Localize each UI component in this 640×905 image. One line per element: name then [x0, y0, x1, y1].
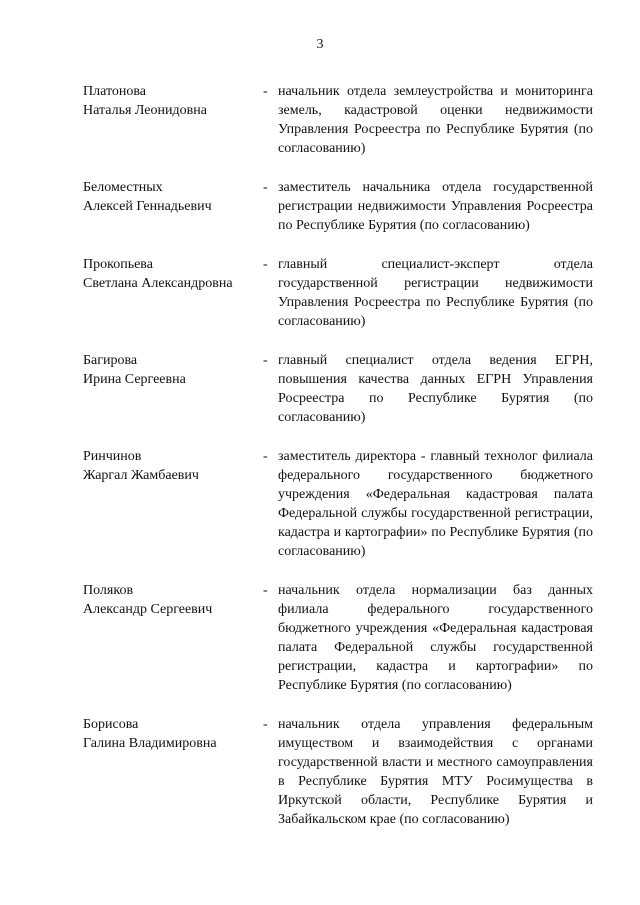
member-surname: Платонова	[83, 84, 147, 99]
member-position: заместитель директора - главный технолог филиала федерального государственного бюджетного учреждения «Федеральная кадастровая палата Федеральной службы государственной регистрации, кадастра и картографии» по Республике Бурятия (по согласованию)	[278, 449, 593, 559]
separator-dash: -	[263, 84, 268, 99]
page-number: 3	[316, 37, 324, 52]
member-position: начальник отдела нормализации баз данных филиала федерального государственного бюджетного учреждения «Федеральная кадастровая палата Федеральной службы государственной регистрации, кадастра и картографии» по Республике Бурятия (по согласованию)	[278, 583, 593, 693]
separator-dash: -	[263, 449, 268, 464]
member-name	[83, 715, 261, 753]
member-surname: Прокопьева	[83, 257, 153, 272]
member-position: начальник отдела землеустройства и мониторинга земель, кадастровой оценки недвижимости Управления Росреестра по Республике Бурятия (по согласованию)	[278, 84, 593, 156]
member-entry	[83, 82, 593, 158]
member-entry	[83, 351, 593, 427]
separator-dash: -	[263, 583, 268, 598]
member-entry	[83, 581, 593, 695]
commission-members-list	[83, 82, 593, 849]
member-given-names: Жаргал Жамбаевич	[83, 468, 199, 483]
member-given-names: Ирина Сергеевна	[83, 372, 186, 387]
member-name	[83, 82, 261, 120]
member-name	[83, 447, 261, 485]
member-name	[83, 351, 261, 389]
separator-dash: -	[263, 180, 268, 195]
member-given-names: Алексей Геннадьевич	[83, 199, 212, 214]
member-position: главный специалист-эксперт отдела государственной регистрации недвижимости Управления Росреестра по Республике Бурятия (по согласованию)	[278, 257, 593, 329]
member-entry	[83, 715, 593, 829]
member-given-names: Наталья Леонидовна	[83, 103, 207, 118]
member-surname: Поляков	[83, 583, 134, 598]
member-position: заместитель начальника отдела государственной регистрации недвижимости Управления Росреестра по Республике Бурятия (по согласованию)	[278, 180, 593, 233]
member-given-names: Светлана Александровна	[83, 276, 233, 291]
member-position: главный специалист отдела ведения ЕГРН, повышения качества данных ЕГРН Управления Росреестра по Республике Бурятия (по согласованию)	[278, 353, 593, 425]
member-entry	[83, 255, 593, 331]
member-given-names: Галина Владимировна	[83, 736, 217, 751]
separator-dash: -	[263, 717, 268, 732]
member-surname: Беломестных	[83, 180, 163, 195]
member-surname: Багирова	[83, 353, 138, 368]
separator-dash: -	[263, 353, 268, 368]
member-entry	[83, 447, 593, 561]
member-position: начальник отдела управления федеральным имуществом и взаимодействия с органами государственной власти и местного самоуправления в Республике Бурятия МТУ Росимущества в Иркутской области, Республике Бурятия и Забайкальском крае (по согласованию)	[278, 717, 593, 827]
member-name	[83, 178, 261, 216]
member-entry	[83, 178, 593, 235]
member-name	[83, 255, 261, 293]
member-surname: Ринчинов	[83, 449, 142, 464]
member-surname: Борисова	[83, 717, 139, 732]
member-given-names: Александр Сергеевич	[83, 602, 213, 617]
member-name	[83, 581, 261, 619]
separator-dash: -	[263, 257, 268, 272]
